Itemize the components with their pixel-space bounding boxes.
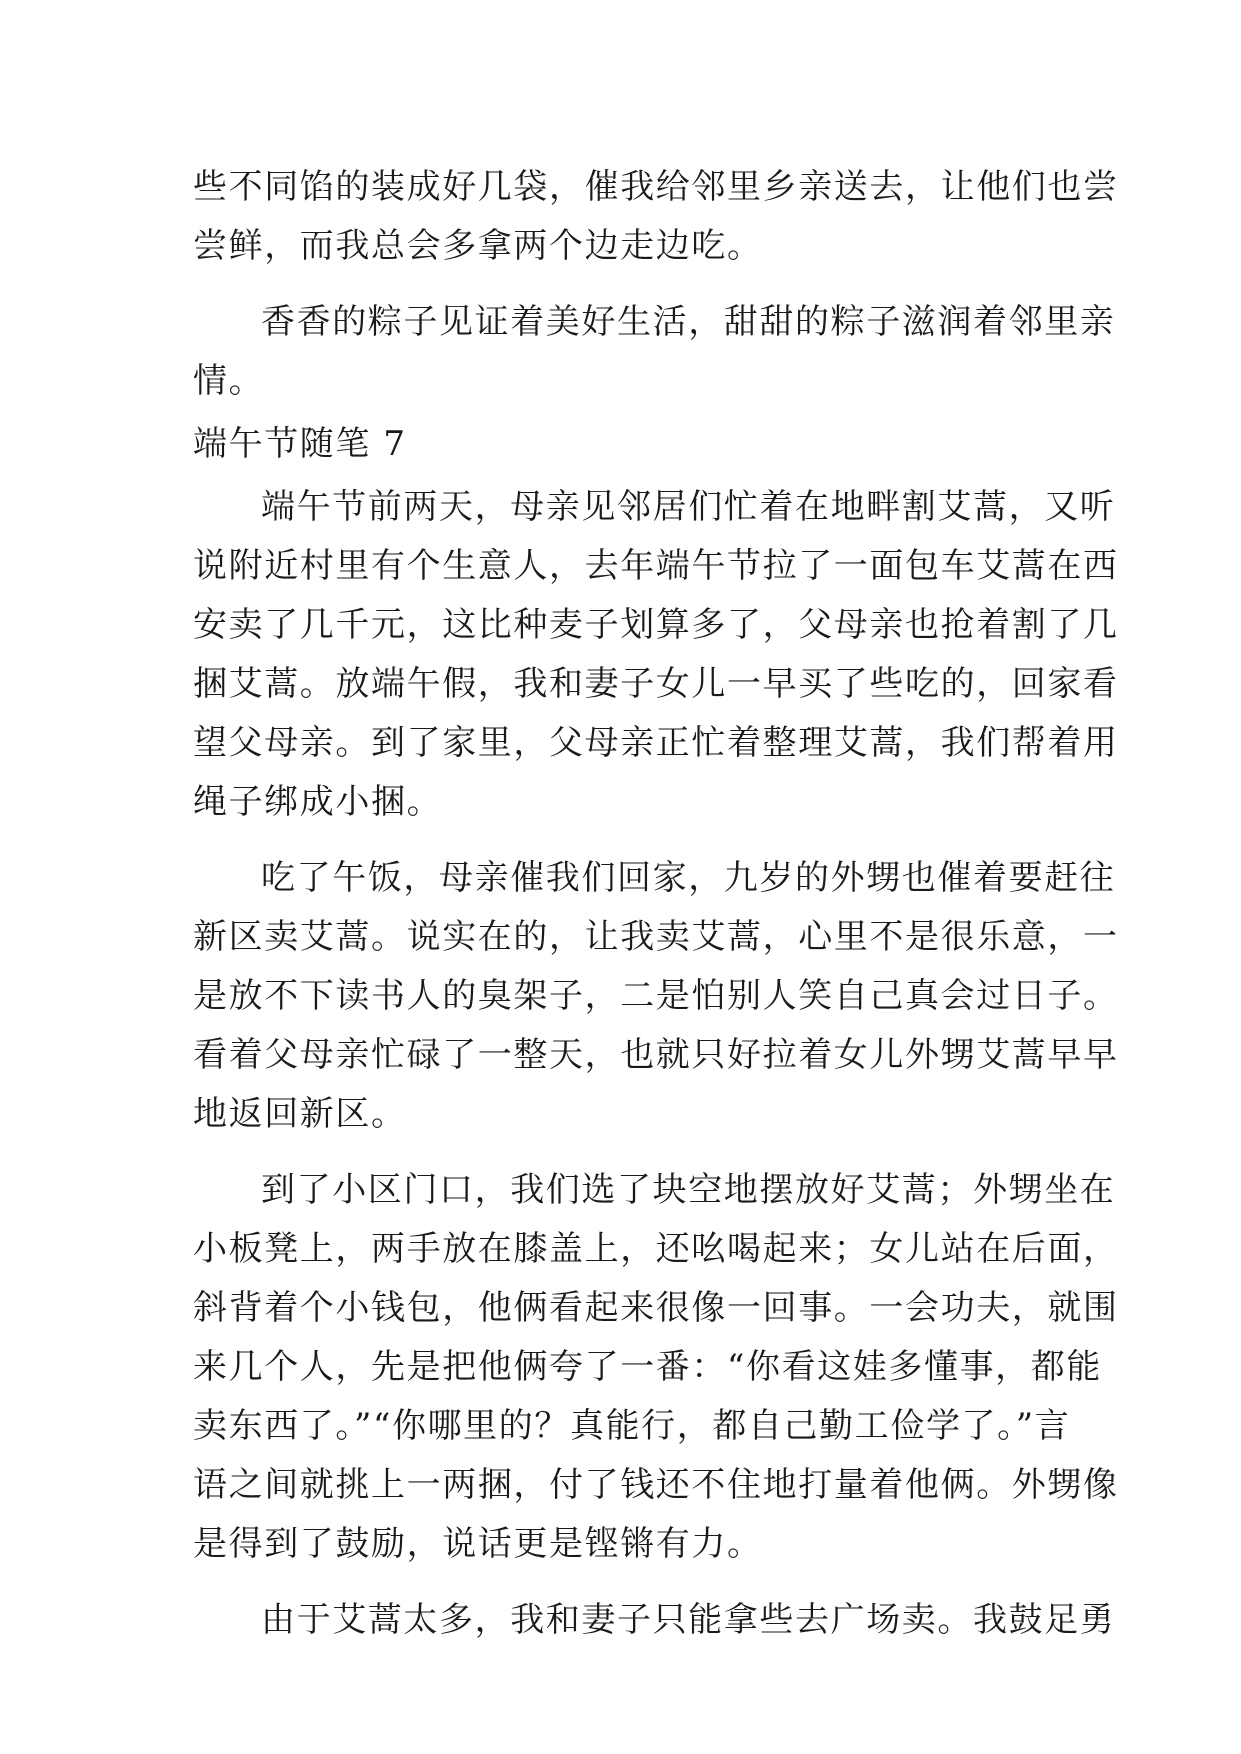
document-body (193, 158, 1119, 1650)
text-line: 语之间就挑上一两捆，付了钱还不住地打量着他俩。外甥像 (193, 1465, 1119, 1505)
text-line: 到了小区门口，我们选了块空地摆放好艾蒿；外甥坐在 (261, 1170, 1116, 1210)
text-line: 是放不下读书人的臭架子，二是怕别人笑自己真会过日子。 (193, 976, 1119, 1016)
text-line: 说附近村里有个生意人，去年端午节拉了一面包车艾蒿在西 (193, 546, 1119, 586)
text-line: 卖东西了。”“你哪里的？真能行，都自己勤工俭学了。”言 (193, 1406, 1071, 1446)
text-line: 香香的粽子见证着美好生活，甜甜的粽子滋润着邻里亲 (261, 302, 1116, 342)
text-line: 端午节随笔 7 (193, 424, 407, 464)
text-line: 望父母亲。到了家里，父母亲正忙着整理艾蒿，我们帮着用 (193, 723, 1119, 763)
text-line: 看着父母亲忙碌了一整天，也就只好拉着女儿外甥艾蒿早早 (193, 1035, 1119, 1075)
text-line: 些不同馅的装成好几袋，催我给邻里乡亲送去，让他们也尝 (193, 167, 1119, 207)
text-line: 绳子绑成小捆。 (193, 782, 443, 822)
section-heading (193, 415, 1063, 474)
text-line: 小板凳上，两手放在膝盖上，还吆喝起来；女儿站在后面， (193, 1229, 1119, 1269)
paragraph (193, 849, 1119, 1144)
text-line: 由于艾蒿太多，我和妻子只能拿些去广场卖。我鼓足勇 (261, 1600, 1116, 1640)
paragraph (193, 1591, 1116, 1650)
text-line: 新区卖艾蒿。说实在的，让我卖艾蒿，心里不是很乐意，一 (193, 917, 1119, 957)
text-line: 吃了午饭，母亲催我们回家，九岁的外甥也催着要赶往 (261, 858, 1116, 898)
paragraph (193, 1161, 1119, 1574)
text-line: 捆艾蒿。放端午假，我和妻子女儿一早买了些吃的，回家看 (193, 664, 1119, 704)
text-line: 地返回新区。 (193, 1094, 407, 1134)
paragraph (193, 158, 1119, 276)
text-line: 是得到了鼓励，说话更是铿锵有力。 (193, 1524, 763, 1564)
text-line: 安卖了几千元，这比种麦子划算多了，父母亲也抢着割了几 (193, 605, 1119, 645)
paragraph (193, 293, 1116, 411)
text-line: 端午节前两天，母亲见邻居们忙着在地畔割艾蒿，又听 (261, 487, 1116, 527)
text-line: 斜背着个小钱包，他俩看起来很像一回事。一会功夫，就围 (193, 1288, 1119, 1328)
text-line: 情。 (193, 361, 265, 401)
text-line: 来几个人，先是把他俩夸了一番：“你看这娃多懂事，都能 (193, 1347, 1102, 1387)
text-line: 尝鲜，而我总会多拿两个边走边吃。 (193, 226, 763, 266)
paragraph (193, 478, 1119, 832)
